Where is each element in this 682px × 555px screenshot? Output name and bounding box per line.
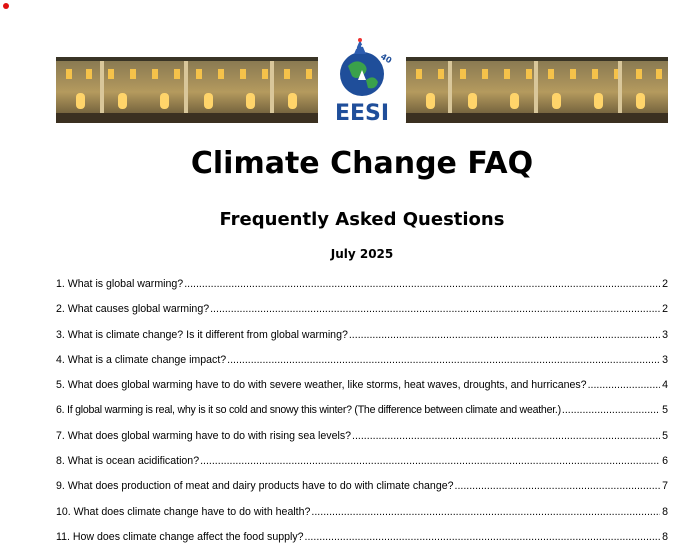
toc-page-number: 5: [662, 404, 668, 417]
eesi-logo: [318, 36, 406, 128]
toc-leader-dots: [227, 353, 660, 367]
toc-leader-dots: [200, 454, 660, 468]
toc-leader-dots: [562, 403, 660, 417]
toc-entry[interactable]: [56, 353, 668, 378]
toc-leader-dots: [352, 429, 660, 443]
toc-question: 1. What is global warming?: [56, 278, 184, 290]
toc-page-number: 5: [662, 429, 668, 442]
toc-question: 7. What does global warming have to do with rising sea levels?: [56, 429, 352, 442]
toc-question: 6. If global warming is real, why is it so cold and snowy this winter? (The difference between climate and weather.): [56, 404, 561, 417]
toc-question: 3. What is climate change? Is it different from global warming?: [56, 328, 348, 341]
toc-entry[interactable]: [56, 505, 668, 530]
document-date: July 2025: [330, 247, 394, 261]
toc-question: 5. What does global warming have to do with severe weather, like storms, heat waves, droughts, and hurricanes?: [56, 379, 587, 392]
table-of-contents: [56, 277, 668, 555]
toc-page-number: 8: [662, 530, 668, 543]
document-title: Climate Change FAQ: [190, 146, 534, 181]
toc-entry[interactable]: [56, 302, 668, 327]
toc-entry[interactable]: [56, 378, 668, 403]
toc-question: 10. What does climate change have to do with health?: [56, 505, 311, 518]
toc-question: 2. What causes global warming?: [56, 303, 210, 316]
toc-leader-dots: [210, 302, 660, 316]
toc-page-number: 8: [662, 505, 668, 518]
toc-page-number: 3: [662, 328, 668, 341]
toc-leader-dots: [455, 479, 661, 493]
toc-entry[interactable]: [56, 429, 668, 454]
toc-leader-dots: [311, 505, 660, 519]
toc-entry[interactable]: [56, 403, 668, 428]
toc-entry[interactable]: [56, 454, 668, 479]
toc-leader-dots: [588, 378, 661, 392]
globe-40-years-icon: [318, 36, 406, 106]
toc-question: 8. What is ocean acidification?: [56, 455, 200, 468]
red-marker-dot: [3, 3, 9, 9]
toc-page-number: 7: [662, 480, 668, 493]
toc-page-number: 2: [662, 303, 668, 316]
toc-question: 4. What is a climate change impact?: [56, 353, 227, 366]
toc-page-number: 6: [662, 455, 668, 468]
toc-entry[interactable]: [56, 277, 668, 302]
document-subtitle: Frequently Asked Questions: [219, 209, 505, 230]
toc-entry[interactable]: [56, 530, 668, 555]
toc-question: 11. How does climate change affect the food supply?: [56, 530, 304, 543]
toc-page-number: 2: [662, 278, 668, 290]
toc-page-number: 3: [662, 353, 668, 366]
toc-entry[interactable]: [56, 479, 668, 504]
eesi-logo-text: EESI: [334, 101, 390, 126]
toc-leader-dots: [349, 328, 660, 342]
svg-text:40: 40: [379, 51, 394, 66]
toc-page-number: 4: [662, 379, 668, 392]
toc-entry[interactable]: [56, 328, 668, 353]
toc-leader-dots: [184, 277, 660, 291]
toc-question: 9. What does production of meat and dairy products have to do with climate change?: [56, 480, 454, 493]
